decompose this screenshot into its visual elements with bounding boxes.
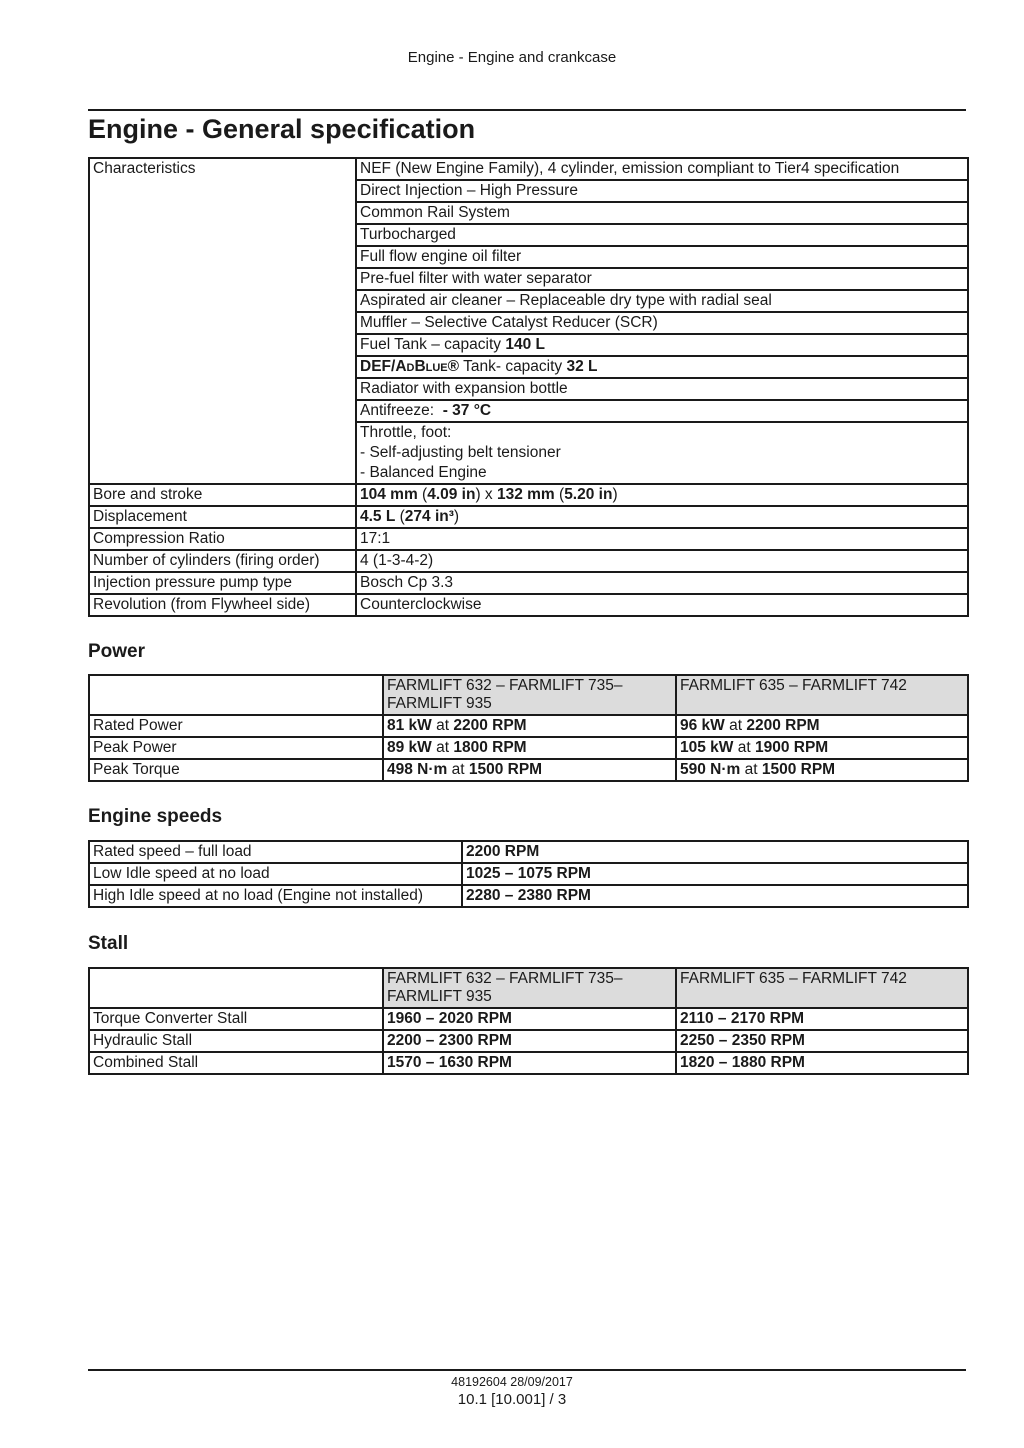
table-row [89,863,968,885]
footer-doc-reference: 48192604 28/09/2017 [451,1375,573,1389]
cell-connector: at [431,739,454,756]
running-header: Engine - Engine and crankcase [407,49,617,66]
page-title: Engine - General specification [88,114,476,144]
bore-stroke-value: 104 mm (4.09 in) x 132 mm (5.20 in) [356,484,968,506]
cell-value: 2200 RPM [466,843,540,860]
antifreeze-text: Antifreeze: [360,402,443,419]
table-row [89,1008,968,1030]
cell-value: 89 kW [387,739,432,756]
cell-connector: at [740,761,762,778]
row-label: Combined Stall [89,1052,383,1074]
characteristic-item: Muffler – Selective Catalyst Reducer (SCR) [356,312,968,334]
def-tank-text: Tank- capacity [459,358,567,375]
cell-value: 590 N·m [680,761,741,778]
cell-connector: at [447,761,469,778]
throttle-item [356,422,968,484]
cell-value: 2280 – 2380 RPM [466,887,591,904]
spec-value: 17:1 [356,528,968,550]
cell-value: 1570 – 1630 RPM [387,1054,512,1071]
power-cell [383,715,676,737]
table-row [89,885,968,907]
power-cell [676,759,968,781]
table-header-row [89,968,968,1008]
speed-value [462,841,968,863]
cell-connector: at [724,717,747,734]
cell-value: 2110 – 2170 RPM [680,1010,805,1027]
fuel-tank-item [356,334,968,356]
table-row [89,594,968,616]
characteristic-item: Common Rail System [356,202,968,224]
cell-value: 1820 – 1880 RPM [680,1054,805,1071]
characteristic-item: Pre-fuel filter with water separator [356,268,968,290]
column-header: FARMLIFT 635 – FARMLIFT 742 [676,968,968,1008]
fuel-tank-capacity: 140 L [505,336,545,353]
general-spec-table [88,157,969,617]
displacement-imperial: 274 in³ [404,508,454,525]
throttle-line: - Balanced Engine [360,464,487,481]
cell-connector: at [733,739,755,756]
stall-cell [383,1030,676,1052]
row-label: Rated Power [89,715,383,737]
row-label: Hydraulic Stall [89,1030,383,1052]
stall-cell [383,1008,676,1030]
stall-table [88,967,969,1075]
power-heading: Power [88,641,146,662]
def-prefix: DEF/ [360,358,396,375]
characteristic-item: Full flow engine oil filter [356,246,968,268]
antifreeze-value: - 37 °C [442,402,492,419]
cell-value: 2200 – 2300 RPM [387,1032,512,1049]
table-row [89,572,968,594]
cell-rpm: 1900 RPM [754,739,829,756]
cell-value: 81 kW [387,717,432,734]
stall-cell [676,1008,968,1030]
column-header: FARMLIFT 632 – FARMLIFT 735– FARMLIFT 935 [383,675,676,715]
empty-header-cell [89,968,383,1008]
engine-speeds-table [88,840,969,908]
cell-rpm: 1500 RPM [468,761,543,778]
characteristic-item: Turbocharged [356,224,968,246]
table-row [89,715,968,737]
cell-value: 1025 – 1075 RPM [466,865,591,882]
def-tank-item [356,356,968,378]
row-label: Rated speed – full load [89,841,462,863]
characteristic-item: NEF (New Engine Family), 4 cylinder, emission compliant to Tier4 specification [356,158,968,180]
throttle-line: - Self-adjusting belt tensioner [360,444,561,461]
adblue-brand: AdBlue® [395,358,460,375]
column-header: FARMLIFT 632 – FARMLIFT 735– FARMLIFT 935 [383,968,676,1008]
table-row [89,550,968,572]
cell-rpm: 1800 RPM [453,739,527,756]
spec-label: Compression Ratio [89,528,356,550]
row-label: Torque Converter Stall [89,1008,383,1030]
stroke-in: 5.20 in [564,486,613,503]
cell-value: 1960 – 2020 RPM [387,1010,512,1027]
characteristic-item: Aspirated air cleaner – Replaceable dry type with radial seal [356,290,968,312]
column-header: FARMLIFT 635 – FARMLIFT 742 [676,675,968,715]
empty-header-cell [89,675,383,715]
radiator-item: Radiator with expansion bottle [356,378,968,400]
power-table [88,674,969,782]
bore-stroke-label: Bore and stroke [89,484,356,506]
row-label: Peak Torque [89,759,383,781]
power-cell [676,715,968,737]
row-label: Peak Power [89,737,383,759]
spec-value: Counterclockwise [356,594,968,616]
power-cell [383,759,676,781]
header-divider [88,109,966,111]
bore-mm: 104 mm [360,486,418,503]
stall-cell [676,1030,968,1052]
table-row [89,528,968,550]
displacement-label: Displacement [89,506,356,528]
stall-cell [383,1052,676,1074]
cell-rpm: 2200 RPM [453,717,527,734]
characteristics-label: Characteristics [89,158,356,484]
displacement-value: 4.5 L (274 in³) [356,506,968,528]
stall-heading: Stall [88,933,129,954]
power-cell [383,737,676,759]
cell-rpm: 2200 RPM [746,717,820,734]
table-row [89,737,968,759]
cell-value: 105 kW [680,739,734,756]
speed-value [462,863,968,885]
cell-value: 96 kW [680,717,725,734]
row-label: Low Idle speed at no load [89,863,462,885]
table-row [89,506,968,528]
stall-cell [676,1052,968,1074]
throttle-line: Throttle, foot: [360,424,452,441]
fuel-tank-text: Fuel Tank – capacity [360,336,506,353]
speed-value [462,885,968,907]
table-row [89,1052,968,1074]
power-cell [676,737,968,759]
table-row [89,484,968,506]
def-tank-capacity: 32 L [566,358,598,375]
table-header-row [89,675,968,715]
spec-label: Number of cylinders (firing order) [89,550,356,572]
cell-rpm: 1500 RPM [761,761,836,778]
table-row [89,158,968,180]
cell-connector: at [431,717,454,734]
footer-page-reference: 10.1 [10.001] / 3 [457,1391,567,1408]
bore-in: 4.09 in [427,486,476,503]
table-row [89,841,968,863]
displacement-metric: 4.5 L [360,508,396,525]
table-row [89,759,968,781]
engine-speeds-heading: Engine speeds [88,806,223,827]
cell-value: 2250 – 2350 RPM [680,1032,805,1049]
spec-value: 4 (1-3-4-2) [356,550,968,572]
antifreeze-item [356,400,968,422]
spec-label: Revolution (from Flywheel side) [89,594,356,616]
stroke-mm: 132 mm [496,486,555,503]
spec-label: Injection pressure pump type [89,572,356,594]
footer-divider [88,1369,966,1371]
table-row [89,1030,968,1052]
characteristic-item: Direct Injection – High Pressure [356,180,968,202]
spec-value: Bosch Cp 3.3 [356,572,968,594]
row-label: High Idle speed at no load (Engine not installed) [89,885,462,907]
cell-value: 498 N·m [387,761,448,778]
